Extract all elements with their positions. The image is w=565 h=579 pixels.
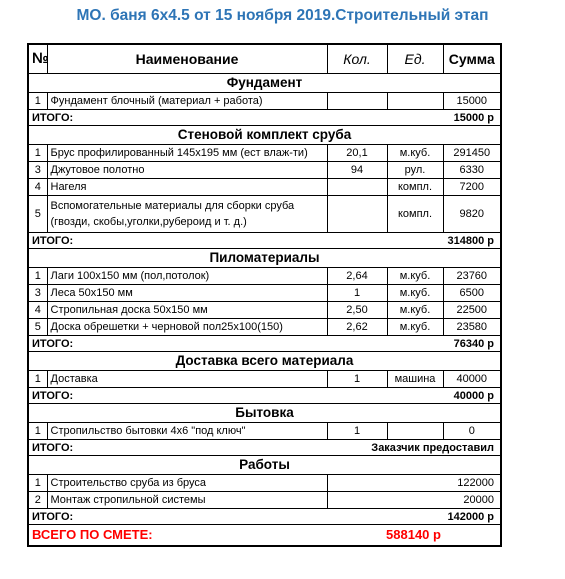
section-header	[28, 352, 501, 371]
estimate-table-wrapper	[27, 43, 500, 547]
total-value-foundation: 15000 р	[327, 110, 501, 126]
total-label: ИТОГО:	[28, 440, 327, 456]
row-unit: м.куб.	[387, 145, 443, 162]
row-unit: компл.	[387, 196, 443, 233]
row-sum: 20000	[327, 492, 501, 509]
section-header	[28, 404, 501, 423]
row-qty: 1	[327, 423, 387, 440]
row-name: Брус профилированный 145х195 мм (ест влаж-ти)	[47, 145, 327, 162]
row-num: 1	[28, 475, 47, 492]
section-header	[28, 74, 501, 93]
document-title: МО. баня 6х4.5 от 15 ноября 2019.Строительный этап	[76, 7, 489, 24]
row-sum: 15000	[443, 93, 501, 110]
row-qty: 1	[327, 371, 387, 388]
section-title-delivery: Доставка всего материала	[28, 352, 501, 371]
row-num: 3	[28, 162, 47, 179]
total-label: ИТОГО:	[28, 509, 327, 525]
row-num: 4	[28, 302, 47, 319]
row-num: 2	[28, 492, 47, 509]
section-header	[28, 249, 501, 268]
total-row	[28, 509, 501, 525]
row-sum: 40000	[443, 371, 501, 388]
row-qty	[327, 196, 387, 233]
row-num: 1	[28, 423, 47, 440]
row-sum: 122000	[327, 475, 501, 492]
section-header	[28, 456, 501, 475]
table-row	[28, 319, 501, 336]
row-unit: рул.	[387, 162, 443, 179]
row-qty: 1	[327, 285, 387, 302]
row-qty	[327, 179, 387, 196]
row-sum: 23580	[443, 319, 501, 336]
total-note-cabin: Заказчик предоставил	[327, 440, 501, 456]
row-name: Джутовое полотно	[47, 162, 327, 179]
table-row	[28, 492, 501, 509]
table-row	[28, 162, 501, 179]
header-unit: Ед.	[387, 44, 443, 74]
row-unit	[387, 423, 443, 440]
section-title-works: Работы	[28, 456, 501, 475]
section-header	[28, 126, 501, 145]
row-name: Вспомогательные материалы для сборки сруба (гвозди, скобы,уголки,рубероид и т. д.)	[47, 196, 327, 233]
header-name: Наименование	[47, 44, 327, 74]
row-num: 5	[28, 196, 47, 233]
row-unit: м.куб.	[387, 285, 443, 302]
table-row	[28, 268, 501, 285]
row-qty: 2,64	[327, 268, 387, 285]
total-row	[28, 336, 501, 352]
row-unit: машина	[387, 371, 443, 388]
row-name: Лаги 100х150 мм (пол,потолок)	[47, 268, 327, 285]
row-unit: м.куб.	[387, 319, 443, 336]
table-row	[28, 475, 501, 492]
row-sum: 22500	[443, 302, 501, 319]
grand-total-label: ВСЕГО ПО СМЕТЕ:	[28, 525, 327, 547]
header-qty: Кол.	[327, 44, 387, 74]
row-name: Леса 50х150 мм	[47, 285, 327, 302]
table-row	[28, 423, 501, 440]
row-sum: 6330	[443, 162, 501, 179]
row-sum: 7200	[443, 179, 501, 196]
row-sum: 9820	[443, 196, 501, 233]
row-sum: 0	[443, 423, 501, 440]
table-row	[28, 196, 501, 233]
section-title-cabin: Бытовка	[28, 404, 501, 423]
row-unit	[387, 93, 443, 110]
row-sum: 291450	[443, 145, 501, 162]
grand-total-value: 588140 р	[327, 525, 501, 547]
row-qty: 94	[327, 162, 387, 179]
row-name: Доска обрешетки + черновой пол25х100(150)	[47, 319, 327, 336]
row-qty	[327, 93, 387, 110]
row-sum: 6500	[443, 285, 501, 302]
row-num: 3	[28, 285, 47, 302]
row-num: 1	[28, 145, 47, 162]
row-unit: компл.	[387, 179, 443, 196]
row-unit: м.куб.	[387, 268, 443, 285]
table-row	[28, 302, 501, 319]
row-qty: 2,50	[327, 302, 387, 319]
row-name: Нагеля	[47, 179, 327, 196]
header-row	[28, 44, 501, 74]
header-sum: Сумма	[443, 44, 501, 74]
row-num: 1	[28, 371, 47, 388]
total-value-walls: 314800 р	[327, 233, 501, 249]
row-num: 1	[28, 268, 47, 285]
table-row	[28, 179, 501, 196]
total-value-lumber: 76340 р	[327, 336, 501, 352]
row-sum: 23760	[443, 268, 501, 285]
total-row	[28, 233, 501, 249]
grand-total-row	[28, 525, 501, 547]
table-row	[28, 93, 501, 110]
total-label: ИТОГО:	[28, 336, 327, 352]
total-row	[28, 440, 501, 456]
total-value-works: 142000 р	[327, 509, 501, 525]
row-num: 5	[28, 319, 47, 336]
row-name: Строительство сруба из бруса	[47, 475, 327, 492]
row-name: Фундамент блочный (материал + работа)	[47, 93, 327, 110]
row-name: Доставка	[47, 371, 327, 388]
total-row	[28, 388, 501, 404]
section-title-walls: Стеновой комплект сруба	[28, 126, 501, 145]
row-unit: м.куб.	[387, 302, 443, 319]
section-title-foundation: Фундамент	[28, 74, 501, 93]
table-row	[28, 145, 501, 162]
total-label: ИТОГО:	[28, 388, 327, 404]
total-label: ИТОГО:	[28, 233, 327, 249]
row-num: 1	[28, 93, 47, 110]
row-name: Стропильство бытовки 4х6 "под ключ"	[47, 423, 327, 440]
section-title-lumber: Пиломатериалы	[28, 249, 501, 268]
row-qty: 2,62	[327, 319, 387, 336]
total-row	[28, 110, 501, 126]
row-name: Монтаж стропильной системы	[47, 492, 327, 509]
row-num: 4	[28, 179, 47, 196]
header-num: №	[28, 44, 47, 74]
row-qty: 20,1	[327, 145, 387, 162]
total-label: ИТОГО:	[28, 110, 327, 126]
estimate-table	[27, 43, 502, 547]
table-row	[28, 285, 501, 302]
total-value-delivery: 40000 р	[327, 388, 501, 404]
table-row	[28, 371, 501, 388]
row-name: Стропильная доска 50х150 мм	[47, 302, 327, 319]
